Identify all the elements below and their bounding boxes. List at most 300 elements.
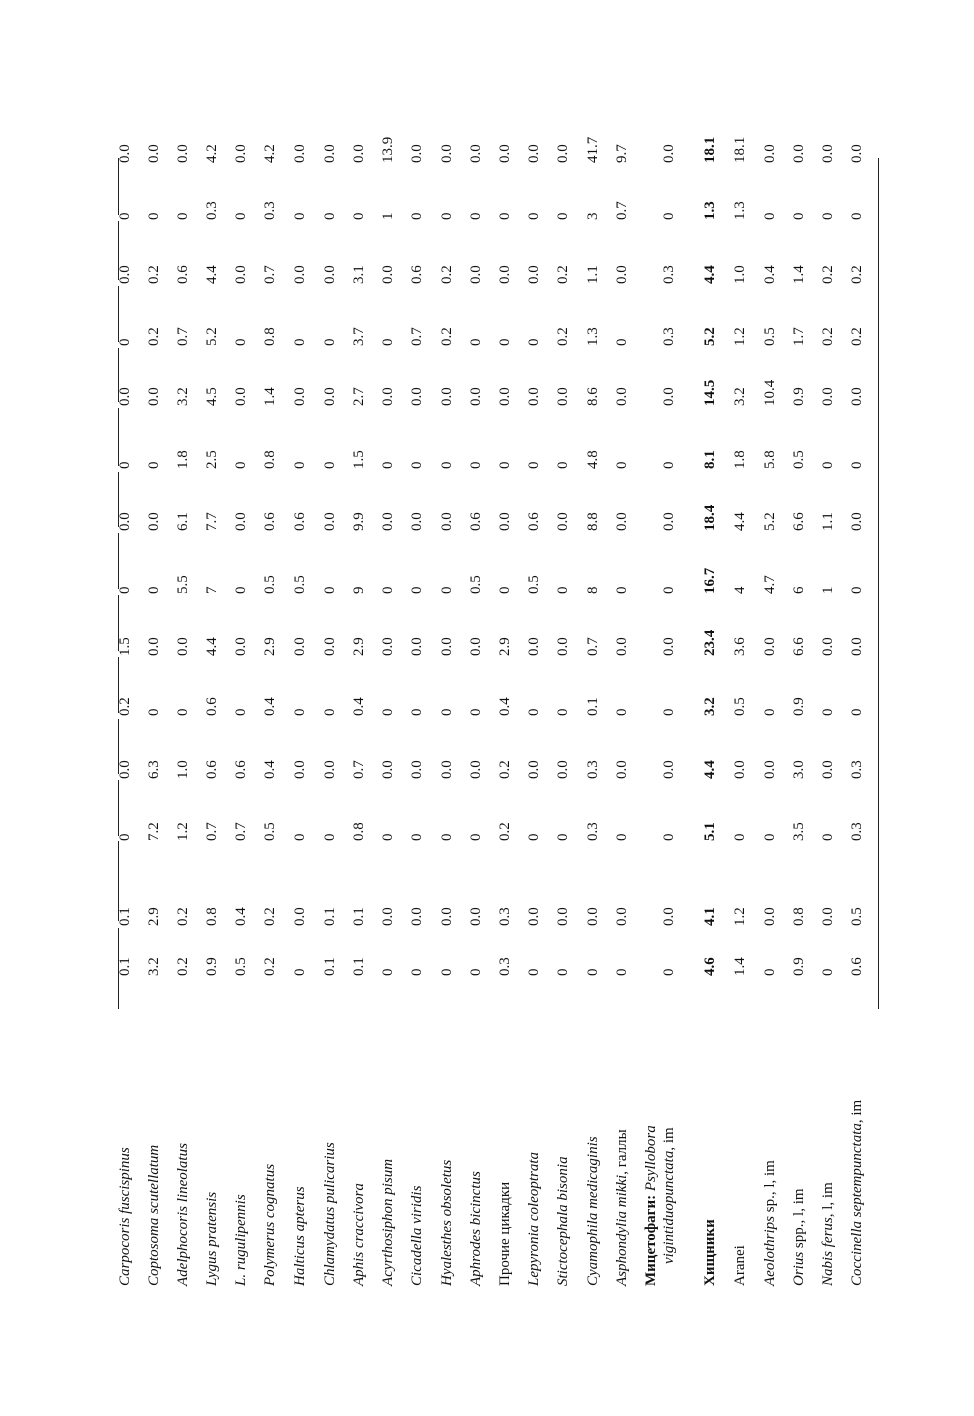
table-cell: 0.0 bbox=[585, 907, 601, 926]
table-cell: 0 bbox=[468, 708, 484, 716]
table-cell: 0 bbox=[146, 708, 162, 716]
table-cell: 0 bbox=[820, 968, 836, 976]
table-cell: 0.0 bbox=[322, 760, 338, 779]
row-label-part: Halticus apterus bbox=[292, 1186, 308, 1286]
table-cell: 1 bbox=[380, 212, 396, 220]
table-cell: 0 bbox=[292, 968, 308, 976]
table-cell: 0 bbox=[614, 968, 630, 976]
table-cell: 0 bbox=[117, 833, 133, 841]
table-cell: 0.0 bbox=[322, 512, 338, 531]
table-cell: 0.0 bbox=[117, 265, 133, 284]
table-cell: 0 bbox=[661, 708, 677, 716]
table-cell: 0.0 bbox=[322, 637, 338, 656]
table-cell: 0.0 bbox=[661, 512, 677, 531]
table-cell: 0.0 bbox=[233, 144, 249, 163]
table-cell: 6.3 bbox=[146, 760, 162, 779]
table-cell: 7 bbox=[204, 586, 220, 594]
table-cell: 0 bbox=[555, 212, 571, 220]
table-cell: 9.9 bbox=[351, 512, 367, 531]
row-label-part: Chlamydatus pulicarius bbox=[322, 1142, 338, 1286]
table-cell: 0.0 bbox=[233, 512, 249, 531]
table-cell: 0.5 bbox=[762, 327, 778, 346]
table-cell: 4.2 bbox=[262, 144, 278, 163]
table-cell: 41.7 bbox=[585, 136, 601, 163]
table-cell: 0.3 bbox=[585, 822, 601, 841]
table-cell: 0 bbox=[351, 212, 367, 220]
column-rule bbox=[118, 780, 119, 836]
table-cell: 0 bbox=[117, 338, 133, 346]
row-label bbox=[701, 1219, 719, 1286]
table-cell: 0 bbox=[497, 461, 513, 469]
row-label-part: Хищники bbox=[702, 1219, 718, 1286]
table-cell: 0 bbox=[322, 833, 338, 841]
table-cell: 0.2 bbox=[146, 265, 162, 284]
table-cell: 0 bbox=[661, 461, 677, 469]
table-cell: 0 bbox=[526, 708, 542, 716]
row-label-part: vigintiduopunctata bbox=[661, 1150, 677, 1264]
row-label-part: Cyamophila medicaginis bbox=[585, 1136, 601, 1286]
table-cell: 0 bbox=[322, 338, 338, 346]
table-cell: 0 bbox=[732, 833, 748, 841]
table-cell: 13.9 bbox=[380, 136, 396, 163]
table-cell: 0.3 bbox=[849, 760, 865, 779]
table-cell: 0 bbox=[849, 461, 865, 469]
table-cell: 0 bbox=[322, 708, 338, 716]
row-label bbox=[116, 1147, 134, 1286]
row-label bbox=[174, 1143, 192, 1286]
table-cell: 0.0 bbox=[555, 637, 571, 656]
row-label-part: Psyllobora bbox=[643, 1125, 659, 1192]
table-cell: 0.4 bbox=[233, 907, 249, 926]
table-cell: 0 bbox=[661, 968, 677, 976]
column-rule bbox=[118, 533, 119, 589]
table-cell: 0 bbox=[762, 968, 778, 976]
table-cell: 1.4 bbox=[262, 387, 278, 406]
row-label-part: Прочие цикадки bbox=[497, 1181, 513, 1286]
table-cell: 0 bbox=[849, 708, 865, 716]
table-cell: 0 bbox=[292, 708, 308, 716]
table-cell: 0.1 bbox=[322, 907, 338, 926]
table-cell: 1.2 bbox=[175, 822, 191, 841]
table-cell: 8 bbox=[585, 586, 601, 594]
table-cell: 0 bbox=[380, 586, 396, 594]
row-label bbox=[291, 1186, 309, 1286]
row-label bbox=[761, 1160, 779, 1286]
table-cell: 0 bbox=[762, 212, 778, 220]
table-cell: 0.0 bbox=[292, 387, 308, 406]
table-cell: 0 bbox=[820, 212, 836, 220]
table-cell: 0.0 bbox=[526, 387, 542, 406]
table-cell: 1.3 bbox=[585, 327, 601, 346]
table-cell: 0.2 bbox=[820, 265, 836, 284]
table-cell: 0 bbox=[439, 968, 455, 976]
table-cell: 0.0 bbox=[661, 387, 677, 406]
table-cell: 0.2 bbox=[117, 697, 133, 716]
table-cell: 0 bbox=[468, 338, 484, 346]
table-cell: 0.0 bbox=[555, 512, 571, 531]
table-cell: 0.7 bbox=[262, 265, 278, 284]
table-cell: 3.2 bbox=[732, 387, 748, 406]
row-label-part: Aphrodes bicinctus bbox=[468, 1171, 484, 1286]
table-cell: 0.6 bbox=[204, 697, 220, 716]
table-cell: 0 bbox=[292, 212, 308, 220]
table-cell: 1.1 bbox=[820, 512, 836, 531]
table-cell: 1.5 bbox=[117, 637, 133, 656]
table-cell: 0 bbox=[322, 461, 338, 469]
table-cell: 0 bbox=[468, 212, 484, 220]
table-cell: 0.0 bbox=[849, 387, 865, 406]
table-cell: 0.9 bbox=[791, 697, 807, 716]
table-cell: 0.0 bbox=[614, 760, 630, 779]
table-cell: 0.5 bbox=[849, 907, 865, 926]
table-cell: 5.5 bbox=[175, 575, 191, 594]
table-cell: 0.8 bbox=[262, 450, 278, 469]
table-cell: 0 bbox=[233, 586, 249, 594]
table-cell: 0.0 bbox=[661, 907, 677, 926]
table-cell: 0.0 bbox=[292, 637, 308, 656]
table-cell: 0.7 bbox=[585, 637, 601, 656]
table-cell: 0 bbox=[175, 212, 191, 220]
table-cell: 9 bbox=[351, 586, 367, 594]
table-cell: 0 bbox=[614, 708, 630, 716]
table-cell: 0.5 bbox=[526, 575, 542, 594]
table-cell: 0 bbox=[468, 833, 484, 841]
row-label bbox=[261, 1164, 279, 1286]
table-cell: 0.2 bbox=[262, 957, 278, 976]
table-cell: 0.1 bbox=[351, 957, 367, 976]
table-cell: 4.4 bbox=[702, 265, 718, 284]
table-cell: 0 bbox=[439, 212, 455, 220]
table-cell: 0.0 bbox=[468, 907, 484, 926]
table-cell: 5.8 bbox=[762, 450, 778, 469]
table-cell: 2.9 bbox=[497, 637, 513, 656]
table-cell: 18.4 bbox=[702, 504, 718, 531]
table-cell: 0 bbox=[497, 586, 513, 594]
table-cell: 0.3 bbox=[661, 327, 677, 346]
table-cell: 7.7 bbox=[204, 512, 220, 531]
table-cell: 3.6 bbox=[732, 637, 748, 656]
row-label bbox=[848, 1100, 866, 1286]
table-cell: 2.5 bbox=[204, 450, 220, 469]
table-cell: 0.0 bbox=[380, 760, 396, 779]
table-cell: 0.0 bbox=[849, 512, 865, 531]
table-cell: 14.5 bbox=[702, 379, 718, 406]
table-cell: 0 bbox=[233, 461, 249, 469]
table-cell: 0 bbox=[555, 708, 571, 716]
table-cell: 5.2 bbox=[702, 327, 718, 346]
table-cell: 0.4 bbox=[262, 760, 278, 779]
table-cell: 0 bbox=[146, 586, 162, 594]
table-cell: 0.8 bbox=[351, 822, 367, 841]
table-cell: 0 bbox=[439, 833, 455, 841]
table-cell: 1.3 bbox=[732, 201, 748, 220]
row-label-part: Stictocephala bisonia bbox=[555, 1156, 571, 1286]
table-cell: 0 bbox=[322, 212, 338, 220]
table-cell: 5.2 bbox=[204, 327, 220, 346]
table-cell: 0.5 bbox=[791, 450, 807, 469]
table-cell: 0.0 bbox=[661, 144, 677, 163]
table-cell: 0.3 bbox=[497, 957, 513, 976]
table-cell: 4.4 bbox=[204, 265, 220, 284]
column-rule bbox=[118, 408, 119, 466]
table-cell: 0 bbox=[614, 586, 630, 594]
table-cell: 0.0 bbox=[555, 144, 571, 163]
table-cell: 0.4 bbox=[262, 697, 278, 716]
table-cell: 0 bbox=[380, 833, 396, 841]
table-cell: 0.6 bbox=[292, 512, 308, 531]
table-cell: 0.0 bbox=[439, 387, 455, 406]
table-cell: 4.5 bbox=[204, 387, 220, 406]
table-cell: 0.0 bbox=[497, 265, 513, 284]
table-cell: 0 bbox=[117, 586, 133, 594]
table-cell: 0.1 bbox=[322, 957, 338, 976]
table-cell: 5.2 bbox=[762, 512, 778, 531]
table-cell: 1.1 bbox=[585, 265, 601, 284]
table-cell: 6.6 bbox=[791, 512, 807, 531]
table-cell: 0.0 bbox=[409, 387, 425, 406]
row-label bbox=[584, 1136, 602, 1286]
table-cell: 0.0 bbox=[762, 637, 778, 656]
table-cell: 3.0 bbox=[791, 760, 807, 779]
table-cell: 0.5 bbox=[468, 575, 484, 594]
table-cell: 0 bbox=[322, 586, 338, 594]
table-cell: 0.0 bbox=[849, 144, 865, 163]
table-cell: 0 bbox=[555, 461, 571, 469]
table-cell: 0 bbox=[233, 338, 249, 346]
table-cell: 0.0 bbox=[117, 144, 133, 163]
table-cell: 0.0 bbox=[555, 907, 571, 926]
table-cell: 0.2 bbox=[175, 957, 191, 976]
table-cell: 0.3 bbox=[849, 822, 865, 841]
column-rule bbox=[118, 286, 119, 342]
table-bottom-rule bbox=[878, 158, 879, 1009]
table-cell: 3 bbox=[585, 212, 601, 220]
row-label-part: , im bbox=[849, 1099, 865, 1124]
table-cell: 0.4 bbox=[762, 265, 778, 284]
table-cell: 0.0 bbox=[614, 637, 630, 656]
table-cell: 0 bbox=[439, 586, 455, 594]
table-cell: 0.6 bbox=[262, 512, 278, 531]
table-cell: 0.0 bbox=[175, 144, 191, 163]
table-cell: 0.0 bbox=[439, 907, 455, 926]
table-cell: 0 bbox=[661, 212, 677, 220]
table-cell: 1.8 bbox=[175, 450, 191, 469]
table-cell: 0.0 bbox=[820, 387, 836, 406]
table-cell: 1.8 bbox=[732, 450, 748, 469]
table-cell: 0 bbox=[762, 833, 778, 841]
table-cell: 0.0 bbox=[292, 760, 308, 779]
table-cell: 0 bbox=[380, 968, 396, 976]
table-cell: 2.9 bbox=[351, 637, 367, 656]
table-cell: 0.0 bbox=[497, 387, 513, 406]
table-cell: 0.6 bbox=[175, 265, 191, 284]
row-label bbox=[379, 1159, 397, 1286]
row-label-part: Coccinella septempunctata bbox=[849, 1123, 865, 1286]
table-cell: 0.0 bbox=[380, 512, 396, 531]
table-cell: 0.6 bbox=[233, 760, 249, 779]
table-cell: 0.2 bbox=[849, 327, 865, 346]
table-cell: 0.0 bbox=[439, 760, 455, 779]
table-cell: 0.7 bbox=[175, 327, 191, 346]
table-cell: 0.0 bbox=[409, 144, 425, 163]
table-cell: 0.6 bbox=[204, 760, 220, 779]
table-cell: 4 bbox=[732, 586, 748, 594]
table-cell: 0.7 bbox=[233, 822, 249, 841]
table-cell: 0 bbox=[762, 708, 778, 716]
table-cell: 4.6 bbox=[702, 957, 718, 976]
table-cell: 0.0 bbox=[820, 637, 836, 656]
table-cell: 0 bbox=[614, 461, 630, 469]
table-cell: 0.0 bbox=[791, 144, 807, 163]
table-cell: 0 bbox=[292, 833, 308, 841]
table-cell: 0.0 bbox=[820, 907, 836, 926]
table-cell: 0.2 bbox=[439, 327, 455, 346]
table-cell: 0.5 bbox=[233, 957, 249, 976]
table-cell: 0 bbox=[468, 461, 484, 469]
table-cell: 3.7 bbox=[351, 327, 367, 346]
table-cell: 23.4 bbox=[702, 629, 718, 656]
table-cell: 0.0 bbox=[409, 512, 425, 531]
table-cell: 0.0 bbox=[661, 760, 677, 779]
table-cell: 0.0 bbox=[468, 144, 484, 163]
table-cell: 0.0 bbox=[526, 265, 542, 284]
table-cell: 0.0 bbox=[233, 637, 249, 656]
table-cell: 0.4 bbox=[497, 697, 513, 716]
table-cell: 0 bbox=[526, 833, 542, 841]
table-cell: 0.0 bbox=[497, 144, 513, 163]
table-cell: 8.1 bbox=[702, 450, 718, 469]
table-cell: 0.0 bbox=[614, 387, 630, 406]
table-cell: 0.0 bbox=[233, 387, 249, 406]
table-cell: 0.0 bbox=[468, 637, 484, 656]
table-cell: 1.2 bbox=[732, 907, 748, 926]
table-cell: 4.1 bbox=[702, 907, 718, 926]
table-cell: 0.8 bbox=[262, 327, 278, 346]
table-cell: 0 bbox=[526, 338, 542, 346]
table-cell: 3.2 bbox=[146, 957, 162, 976]
table-cell: 0.0 bbox=[555, 387, 571, 406]
table-cell: 8.8 bbox=[585, 512, 601, 531]
table-cell: 0 bbox=[380, 708, 396, 716]
table-cell: 0 bbox=[117, 461, 133, 469]
table-cell: 0.0 bbox=[849, 637, 865, 656]
table-cell: 1.4 bbox=[732, 957, 748, 976]
table-cell: 1.7 bbox=[791, 327, 807, 346]
table-cell: 0.5 bbox=[732, 697, 748, 716]
row-label bbox=[642, 1125, 678, 1286]
table-cell: 0 bbox=[409, 708, 425, 716]
table-cell: 0 bbox=[380, 338, 396, 346]
row-label bbox=[819, 1182, 837, 1286]
table-cell: 3.5 bbox=[791, 822, 807, 841]
table-cell: 7.2 bbox=[146, 822, 162, 841]
table-cell: 6.6 bbox=[791, 637, 807, 656]
table-cell: 3.1 bbox=[351, 265, 367, 284]
table-cell: 0.7 bbox=[409, 327, 425, 346]
column-rule bbox=[118, 158, 119, 215]
row-label-part: Carpocoris fuscispinus bbox=[117, 1147, 133, 1286]
table-cell: 0.0 bbox=[117, 760, 133, 779]
table-cell: 2.7 bbox=[351, 387, 367, 406]
table-cell: 0 bbox=[409, 586, 425, 594]
table-cell: 0 bbox=[409, 968, 425, 976]
table-cell: 0.1 bbox=[585, 697, 601, 716]
table-cell: 0.2 bbox=[849, 265, 865, 284]
row-label bbox=[321, 1142, 339, 1286]
row-label bbox=[790, 1188, 808, 1286]
table-cell: 0.5 bbox=[262, 575, 278, 594]
table-cell: 4.4 bbox=[702, 760, 718, 779]
table-cell: 0 bbox=[117, 212, 133, 220]
table-cell: 0.0 bbox=[380, 907, 396, 926]
table-cell: 0 bbox=[380, 461, 396, 469]
table-cell: 0.0 bbox=[468, 760, 484, 779]
table-cell: 0.0 bbox=[732, 760, 748, 779]
table-cell: 1 bbox=[820, 586, 836, 594]
table-cell: 0.2 bbox=[555, 327, 571, 346]
table-cell: 0.7 bbox=[204, 822, 220, 841]
table-cell: 0.9 bbox=[791, 957, 807, 976]
table-cell: 1.5 bbox=[351, 450, 367, 469]
row-label-part: Asphondylia mikki bbox=[614, 1174, 630, 1286]
row-label-part: Polymerus cognatus bbox=[262, 1163, 278, 1286]
table-cell: 0.6 bbox=[526, 512, 542, 531]
table-cell: 0.0 bbox=[526, 637, 542, 656]
table-cell: 6 bbox=[791, 586, 807, 594]
table-cell: 0.3 bbox=[497, 907, 513, 926]
table-cell: 0.0 bbox=[409, 907, 425, 926]
table-cell: 1.4 bbox=[791, 265, 807, 284]
table-cell: 0.6 bbox=[468, 512, 484, 531]
row-label-part: Мицетофаги: bbox=[643, 1191, 659, 1286]
table-cell: 0.9 bbox=[791, 387, 807, 406]
table-cell: 0.0 bbox=[614, 512, 630, 531]
table-cell: 0.0 bbox=[292, 144, 308, 163]
table-cell: 0.0 bbox=[146, 387, 162, 406]
table-cell: 0.2 bbox=[439, 265, 455, 284]
table-cell: 0.9 bbox=[204, 957, 220, 976]
table-cell: 0.6 bbox=[849, 957, 865, 976]
table-cell: 0 bbox=[146, 461, 162, 469]
row-label bbox=[145, 1145, 163, 1286]
table-cell: 0 bbox=[849, 586, 865, 594]
table-cell: 0.3 bbox=[204, 201, 220, 220]
table-cell: 18.1 bbox=[732, 136, 748, 163]
table-cell: 0.0 bbox=[175, 637, 191, 656]
table-cell: 2.9 bbox=[146, 907, 162, 926]
row-label bbox=[496, 1182, 514, 1286]
row-label-part: , галлы bbox=[614, 1129, 630, 1175]
table-cell: 0 bbox=[555, 968, 571, 976]
row-label-part: Adelphocoris lineolatus bbox=[175, 1143, 191, 1286]
row-label bbox=[613, 1129, 631, 1286]
row-label-part: spp., l, im bbox=[791, 1188, 807, 1252]
table-cell: 0.0 bbox=[322, 265, 338, 284]
row-label bbox=[731, 1245, 749, 1286]
row-label-part: Aeolothrips bbox=[762, 1216, 778, 1286]
table-cell: 0.0 bbox=[292, 265, 308, 284]
table-cell: 0 bbox=[233, 708, 249, 716]
table-cell: 0.0 bbox=[380, 637, 396, 656]
table-cell: 0.0 bbox=[117, 387, 133, 406]
table-cell: 0.0 bbox=[439, 144, 455, 163]
table-cell: 0.5 bbox=[262, 822, 278, 841]
table-cell: 0.1 bbox=[351, 907, 367, 926]
table-cell: 0.0 bbox=[614, 265, 630, 284]
table-cell: 0.2 bbox=[497, 760, 513, 779]
table-cell: 0 bbox=[439, 708, 455, 716]
table-cell: 0.0 bbox=[439, 512, 455, 531]
